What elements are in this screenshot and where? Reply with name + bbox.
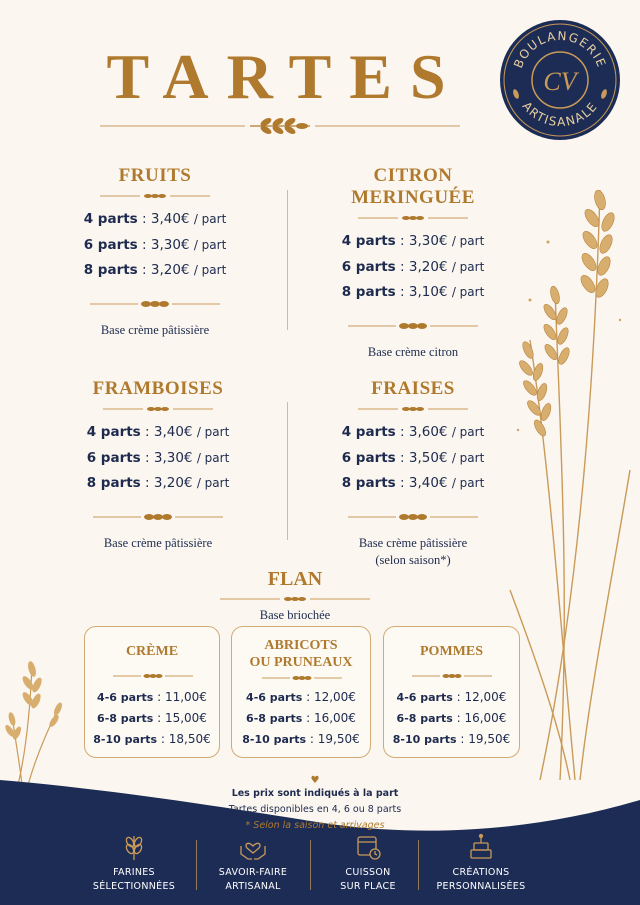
price-row: 4 parts : 3,30€ / part [341, 233, 485, 249]
wheat-ornament-icon [93, 511, 223, 523]
price-row: 8 parts : 3,20€ / part [86, 475, 230, 491]
flan-price-row: 8-10 parts : 19,50€ [242, 732, 360, 746]
page-title: TARTES [106, 41, 464, 112]
wheat-ornament-icon [220, 594, 370, 604]
section-title: FRAISES [371, 378, 455, 399]
card-title: ABRICOTS [264, 638, 338, 653]
note-line: * Selon la saison et arrivages [245, 820, 385, 831]
title-wheat-ornament-icon [100, 116, 460, 136]
price-row: 8 parts : 3,40€ / part [341, 475, 485, 491]
section-base-note: (selon saison*) [375, 552, 451, 567]
bakery-logo-badge [498, 18, 622, 142]
section-title: FRAMBOISES [92, 378, 224, 399]
wheat-ornament-icon [103, 404, 213, 414]
wheat-ornament-icon [113, 671, 193, 681]
wheat-ornament-icon [348, 511, 478, 523]
flan-card-abricots [231, 626, 371, 758]
section-fraises [318, 378, 508, 569]
cake-icon [466, 832, 496, 862]
flan-header [180, 568, 410, 624]
feature-cuisson: CUISSON SUR PLACE [308, 832, 428, 894]
flan-title: FLAN [267, 568, 323, 590]
column-divider [287, 190, 288, 330]
svg-text:BOULANGERIE: BOULANGERIE [511, 28, 609, 71]
section-base: Base crème pâtissière [103, 535, 213, 550]
price-row: 4 parts : 3,60€ / part [341, 424, 485, 440]
flan-price-row: 8-10 parts : 19,50€ [392, 732, 511, 746]
wheat-ornament-icon [100, 191, 210, 201]
note-line: Les prix sont indiqués à la part [231, 788, 399, 799]
card-title: CRÈME [125, 644, 179, 659]
section-title: FRUITS [118, 165, 192, 186]
wheat-ornament-icon [90, 298, 220, 310]
wheat-ornament-icon [358, 213, 468, 223]
price-row: 8 parts : 3,20€ / part [83, 262, 227, 278]
flan-card-pommes [383, 626, 520, 758]
flan-price-row: 4-6 parts : 11,00€ [97, 690, 207, 704]
price-row: 8 parts : 3,10€ / part [341, 284, 485, 300]
section-base: Base crème pâtissière [358, 535, 468, 550]
svg-text:ARTISANALE: ARTISANALE [519, 99, 601, 130]
wheat-ornament-icon [262, 673, 342, 683]
price-row: 6 parts : 3,30€ / part [83, 236, 227, 253]
flan-card-creme [84, 626, 220, 758]
wheat-ornament-icon [358, 404, 468, 414]
flan-subtitle: Base briochée [259, 608, 331, 622]
price-row: 4 parts : 3,40€ / part [83, 211, 227, 227]
card-title-line2: OU PRUNEAUX [249, 655, 353, 670]
flan-price-row: 6-8 parts : 16,00€ [396, 711, 507, 725]
oven-clock-icon [353, 832, 383, 862]
flan-price-row: 6-8 parts : 15,00€ [97, 711, 207, 725]
price-notes [150, 776, 480, 834]
note-line: Tartes disponibles en 4, 6 ou 8 parts [228, 804, 402, 815]
flan-price-row: 8-10 parts : 18,50€ [93, 732, 211, 746]
feature-savoir-faire: SAVOIR-FAIRE ARTISANAL [193, 832, 313, 894]
card-title: POMMES [420, 644, 483, 659]
flan-price-row: 4-6 parts : 12,00€ [396, 690, 507, 704]
flan-price-row: 6-8 parts : 16,00€ [246, 711, 356, 725]
section-citron-meringuee [320, 165, 506, 361]
price-row: 6 parts : 3,30€ / part [86, 449, 230, 466]
heart-hands-icon [238, 832, 268, 862]
column-divider [287, 402, 288, 540]
wheat-decoration-left-icon [0, 655, 80, 785]
section-fruits [60, 165, 250, 339]
price-row: 6 parts : 3,50€ / part [341, 449, 485, 466]
section-base: Base crème citron [367, 344, 459, 359]
wheat-ornament-icon [412, 671, 492, 681]
section-framboises [63, 378, 253, 552]
flan-price-row: 4-6 parts : 12,00€ [246, 690, 356, 704]
svg-text:CV: CV [543, 67, 577, 96]
heart-icon: ♥ [310, 775, 320, 786]
wheat-decoration-right-icon [500, 170, 640, 790]
feature-creations: CRÉATIONS PERSONNALISÉES [418, 832, 544, 894]
price-row: 4 parts : 3,40€ / part [86, 424, 230, 440]
wheat-ornament-icon [348, 320, 478, 332]
wheat-icon [119, 832, 149, 862]
price-row: 6 parts : 3,20€ / part [341, 258, 485, 275]
section-base: Base crème pâtissière [100, 322, 210, 337]
feature-farines: FARINES SÉLECTIONNÉES [74, 832, 194, 894]
section-title: CITRON MERINGUÉE [351, 165, 475, 208]
